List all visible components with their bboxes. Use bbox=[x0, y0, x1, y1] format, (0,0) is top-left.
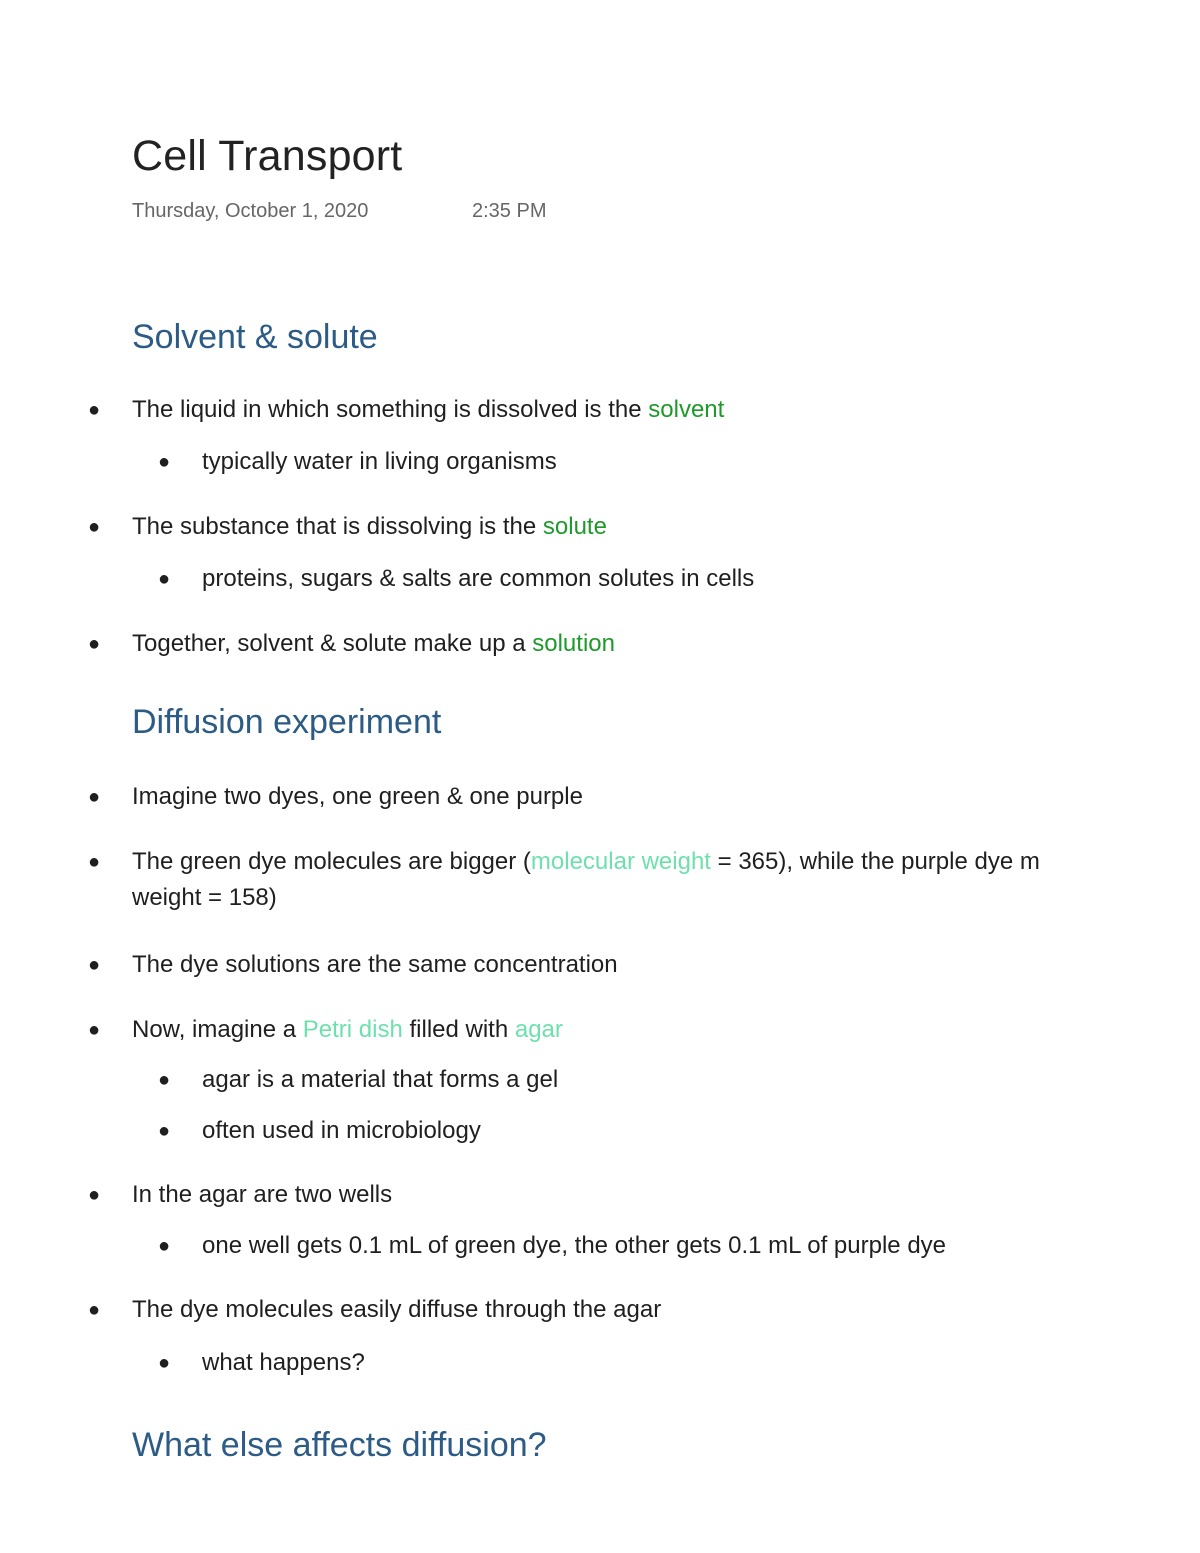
list-item-sub: what happens? bbox=[202, 1349, 365, 1376]
bullet-icon: ● bbox=[88, 1299, 101, 1321]
list-item: In the agar are two wells bbox=[132, 1181, 393, 1208]
list-item bbox=[132, 844, 1040, 880]
list-item-continuation: weight = 158) bbox=[132, 884, 277, 911]
list-item-text: Now, imagine a bbox=[132, 1016, 303, 1043]
page-title: Cell Transport bbox=[132, 132, 403, 180]
bullet-icon: ● bbox=[158, 1120, 171, 1142]
bullet-icon: ● bbox=[88, 633, 101, 655]
list-item-text: Together, solvent & solute make up a bbox=[132, 630, 533, 657]
note-date: Thursday, October 1, 2020 bbox=[132, 200, 369, 222]
list-item bbox=[132, 1012, 563, 1048]
bullet-icon: ● bbox=[158, 1235, 171, 1257]
bullet-icon: ● bbox=[158, 1069, 171, 1091]
highlighted-term: agar bbox=[514, 1016, 563, 1043]
bullet-icon: ● bbox=[158, 568, 171, 590]
highlighted-term: solute bbox=[542, 513, 607, 540]
list-item-text: = 365), while the purple dye m bbox=[710, 848, 1040, 875]
section-heading-solvent: Solvent & solute bbox=[132, 318, 378, 356]
list-item: The dye molecules easily diffuse through the agar bbox=[132, 1296, 662, 1323]
bullet-icon: ● bbox=[88, 954, 101, 976]
list-item-text: The liquid in which something is dissolved is the bbox=[132, 396, 649, 423]
list-item: Imagine two dyes, one green & one purple bbox=[132, 783, 583, 810]
list-item-sub: one well gets 0.1 mL of green dye, the other gets 0.1 mL of purple dye bbox=[202, 1232, 947, 1259]
note-time: 2:35 PM bbox=[472, 200, 547, 222]
highlighted-term: solvent bbox=[648, 396, 725, 423]
bullet-icon: ● bbox=[88, 516, 101, 538]
bullet-icon: ● bbox=[88, 1019, 101, 1041]
highlighted-term: Petri dish bbox=[302, 1016, 403, 1043]
bullet-icon: ● bbox=[88, 851, 101, 873]
section-heading-diffusion: Diffusion experiment bbox=[132, 703, 442, 741]
bullet-icon: ● bbox=[88, 1184, 101, 1206]
list-item-sub: typically water in living organisms bbox=[202, 448, 557, 475]
section-heading-partial bbox=[132, 1422, 547, 1464]
list-item-sub: proteins, sugars & salts are common solutes in cells bbox=[202, 565, 755, 592]
bullet-icon: ● bbox=[88, 786, 101, 808]
list-item-text: The green dye molecules are bigger ( bbox=[132, 848, 531, 875]
list-item bbox=[132, 509, 607, 545]
section-heading-partial-text: What else affects diffusion? bbox=[132, 1426, 547, 1464]
highlighted-term: molecular weight bbox=[530, 848, 711, 875]
list-item-sub: agar is a material that forms a gel bbox=[202, 1066, 559, 1093]
bullet-icon: ● bbox=[158, 1352, 171, 1374]
list-item bbox=[132, 626, 615, 662]
bullet-icon: ● bbox=[88, 399, 101, 421]
list-item bbox=[132, 392, 724, 428]
highlighted-term: solution bbox=[532, 630, 615, 657]
list-item-text: The substance that is dissolving is the bbox=[132, 513, 543, 540]
list-item-text: filled with bbox=[402, 1016, 515, 1043]
bullet-icon: ● bbox=[158, 451, 171, 473]
list-item-sub: often used in microbiology bbox=[202, 1117, 481, 1144]
list-item: The dye solutions are the same concentration bbox=[132, 951, 618, 978]
